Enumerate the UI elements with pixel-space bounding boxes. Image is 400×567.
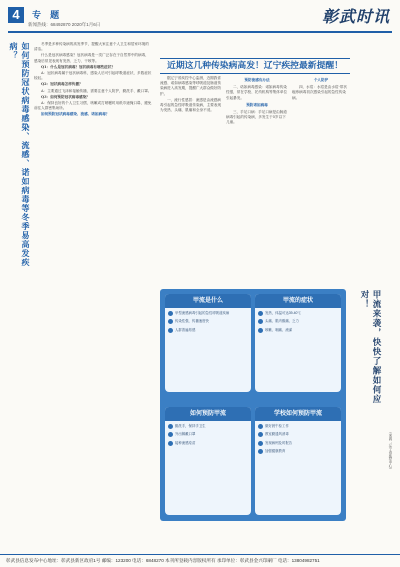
bullet-icon — [258, 328, 263, 333]
middle-column-3 — [292, 76, 350, 284]
card-item — [168, 328, 248, 332]
page-header — [0, 0, 400, 34]
card-item-text: 人群普遍易感 — [175, 327, 196, 332]
article-title: 近期这几种传染病高发！辽宁疾控最新提醒！ — [160, 58, 350, 74]
info-card-what — [165, 294, 251, 392]
card-item — [258, 441, 338, 445]
middle-column-1 — [160, 76, 222, 284]
middle-subheading: 个人防护 — [313, 78, 329, 82]
bullet-icon — [258, 441, 263, 446]
card-item — [258, 328, 338, 332]
card-item-text: 发现病例及时报告 — [265, 440, 293, 445]
middle-paragraph: 二、诺如病毒感染：诺如病毒传染性强，常在学校、托幼机构等集体单位引起暴发。 — [226, 85, 288, 100]
card-item-text: 外出佩戴口罩 — [175, 432, 196, 437]
left-column-text — [34, 42, 152, 552]
info-card-school — [255, 407, 341, 515]
card-item-text: 教室勤通风消毒 — [265, 432, 289, 437]
flu-info-panel — [160, 289, 346, 521]
middle-paragraph: 一、流行性感冒：流感是由流感病毒引起的急性呼吸道传染病，主要表现为发热、头痛、肌痛和全身不适。 — [160, 97, 222, 113]
info-card-symptoms — [255, 294, 341, 392]
bullet-icon — [258, 424, 263, 429]
left-paragraph: A：主要通过飞沫和接触传播，需要注意个人防护，勤洗手、戴口罩。 — [41, 88, 152, 93]
card-item — [168, 441, 248, 445]
card-item — [258, 319, 338, 323]
card-item-text: 甲型流感病毒引起的急性呼吸道疾病 — [175, 311, 230, 315]
source-note: （来源：辽宁省疾控中心） — [388, 430, 392, 471]
middle-paragraph: 三、手足口病：手足口病是由肠道病毒引起的传染病，多发生于5岁以下儿童。 — [226, 110, 287, 125]
card-title: 如何预防甲流 — [165, 407, 251, 421]
card-title: 甲流的症状 — [255, 294, 341, 308]
card-item-text: 加强健康教育 — [265, 449, 286, 454]
card-item-text: 头痛、肌肉酸痛、乏力 — [265, 319, 299, 324]
middle-paragraph: 四、水痘：水痘是由水痘-带状疱疹病毒初次感染引起的急性传染病。 — [292, 85, 347, 100]
left-paragraph: A：冠状病毒属于冠状病毒科，感染人后可引起呼吸道症状，多数症状较轻。 — [34, 71, 152, 81]
card-item-text: 勤洗手，保持手卫生 — [175, 424, 206, 428]
middle-subheading: 预防流感有办法 — [244, 78, 270, 82]
bullet-icon — [258, 432, 263, 437]
card-item-text: 做好晨午检工作 — [265, 424, 289, 428]
bullet-icon — [168, 311, 173, 316]
card-item — [168, 432, 248, 436]
left-question: Q2：冠状病毒怎样传播？ — [41, 82, 83, 87]
middle-subheading: 预防诺如病毒 — [246, 102, 268, 107]
bullet-icon — [258, 311, 263, 316]
header-subinfo: 新闻热线：68492870 2020年1月6日 — [28, 22, 101, 27]
left-question: Q1：什么是冠状病毒？冠状病毒有哪些症状？ — [41, 64, 115, 69]
card-title: 学校如何预防甲流 — [255, 407, 341, 421]
left-subheading: 如何预防冠状病毒感染、流感、诺如病毒？ — [41, 112, 110, 117]
main-vertical-headline: 如何预防冠状病毒感染、流感、诺如病毒等冬季易高发疾病？ — [9, 42, 31, 267]
page-number: 4 — [8, 7, 24, 23]
bullet-icon — [168, 424, 173, 429]
card-item — [258, 449, 338, 453]
middle-paragraph: 据辽宁省疾控中心监测，近期我省流感、诺如病毒感染等呼吸道及肠道传染病进入高发期，提醒广大群众做好防护。 — [160, 76, 222, 96]
bullet-icon — [168, 441, 173, 446]
card-item — [168, 311, 248, 315]
left-paragraph: A：保持良好的个人卫生习惯，咳嗽或打喷嚏时用纸巾遮掩口鼻，避免前往人群密集场所。 — [34, 101, 152, 111]
card-item — [258, 424, 338, 428]
card-item — [168, 424, 248, 428]
left-question: Q3：如何预防冠状病毒感染？ — [41, 94, 90, 99]
bullet-icon — [258, 449, 263, 454]
bullet-icon — [168, 328, 173, 333]
card-item — [168, 319, 248, 323]
bullet-icon — [168, 432, 173, 437]
header-divider — [8, 31, 392, 33]
card-item — [258, 311, 338, 315]
left-paragraph: 什么是冠状病毒感染？冠状病毒是一类广泛存在于自然界中的病毒，感染后常见表现有发热、乏力、干咳等。 — [34, 53, 149, 63]
card-title: 甲流是什么 — [165, 294, 251, 308]
page-footer: 彰武县信息发布中心地址：彰武县新区政府1号 邮编：123200 电话：6848270 本刊所登载内容版权所有 承印单位：彰武县金兴印刷厂 电话：13804982751 — [0, 554, 400, 567]
card-item — [258, 432, 338, 436]
card-item-text: 咳嗽、咽痛、流涕 — [265, 327, 293, 332]
right-vertical-title: 甲流来袭，快快了解如何应对！ — [359, 290, 381, 404]
bullet-icon — [258, 319, 263, 324]
info-card-prevention — [165, 407, 251, 515]
card-item-text: 发热，体温可达39-40℃ — [265, 311, 301, 315]
bullet-icon — [168, 319, 173, 324]
masthead: 彰武时讯 — [321, 7, 390, 26]
middle-column-2 — [226, 76, 288, 284]
card-item-text: 接种流感疫苗 — [175, 440, 196, 445]
section-name: 专 题 — [32, 11, 63, 21]
card-item-text: 传染性强，传播速度快 — [175, 319, 209, 324]
left-paragraph: 冬季是多种传染病的高发季节，提醒大家注意个人卫生和居家环境的清洁。 — [34, 42, 149, 52]
